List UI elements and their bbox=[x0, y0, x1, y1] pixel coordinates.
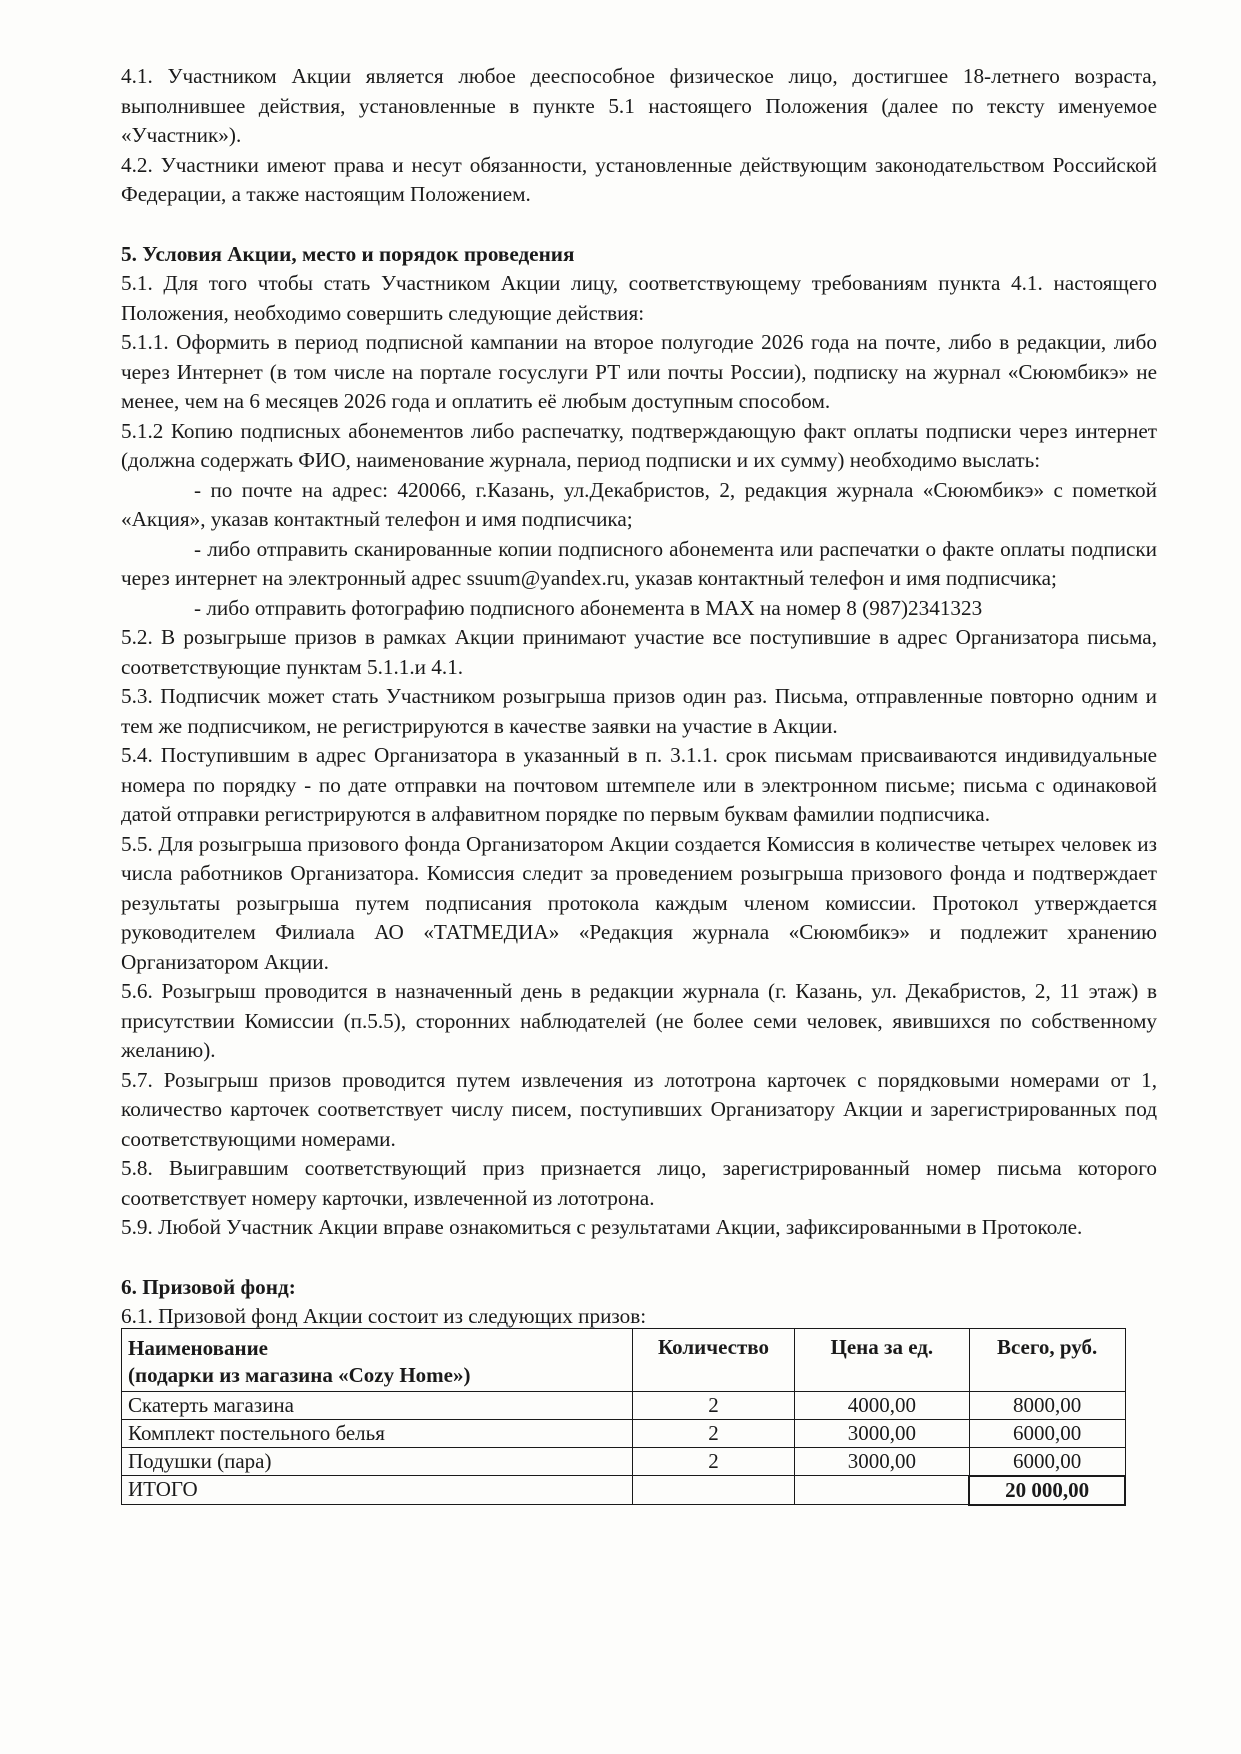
row-name: Подушки (пара) bbox=[122, 1447, 633, 1476]
table-total-row bbox=[122, 1476, 1126, 1505]
prize-table bbox=[121, 1328, 1126, 1506]
bullet-mail: - по почте на адрес: 420066, г.Казань, ул.Декабристов, 2, редакция журнала «Сююмбикэ» с пометкой «Акция», указав контактный телефон и имя подписчика; bbox=[121, 477, 1157, 531]
row-name: Скатерть магазина bbox=[122, 1391, 633, 1419]
row-total: 6000,00 bbox=[969, 1447, 1125, 1476]
clause-4-2: 4.2. Участники имеют права и несут обязанности, установленные действующим законодательством Российской Федерации, а также настоящим Положением. bbox=[121, 152, 1157, 206]
row-unit-price: 3000,00 bbox=[794, 1419, 969, 1447]
table-row bbox=[122, 1391, 1126, 1419]
clause-4-1: 4.1. Участником Акции является любое дееспособное физическое лицо, достигшее 18-летнего возраста, выполнившее действия, установленные в пункте 5.1 настоящего Положения (далее по тексту именуемое «Участник»). bbox=[121, 64, 1157, 147]
header-name-line2: (подарки из магазина «Cozy Home») bbox=[128, 1362, 471, 1387]
row-unit-price: 3000,00 bbox=[794, 1447, 969, 1476]
clause-5-6: 5.6. Розыгрыш проводится в назначенный день в редакции журнала (г. Казань, ул. Декабристов, 2, 11 этаж) в присутствии Комиссии (п.5.5), сторонних наблюдателей (не более семи человек, явившихся по собственному желанию). bbox=[121, 979, 1157, 1062]
bullet-max: - либо отправить фотографию подписного абонемента в MAX на номер 8 (987)2341323 bbox=[194, 595, 983, 620]
bullet-email: - либо отправить сканированные копии подписного абонемента или распечатки о факте оплаты подписки через интернет на электронный адрес ssuum@yandex.ru, указав контактный телефон и имя подписчика; bbox=[121, 536, 1157, 590]
clause-5-5: 5.5. Для розыгрыша призового фонда Организатором Акции создается Комиссия в количестве четырех человек из числа работников Организатора. Комиссия следит за проведением розыгрыша призового фонда и подтверждает результаты розыгрыша путем подписания протокола каждым членом комиссии. Протокол утверждается руководителем Филиала АО «ТАТМЕДИА» «Редакция журнала «Сююмбикэ» и подлежит хранению Организатором Акции. bbox=[121, 831, 1157, 974]
table-header-row bbox=[122, 1328, 1126, 1391]
grand-total: 20 000,00 bbox=[969, 1476, 1125, 1505]
spacer bbox=[121, 1243, 1157, 1273]
table-row bbox=[122, 1447, 1126, 1476]
row-quantity: 2 bbox=[633, 1447, 795, 1476]
row-quantity: 2 bbox=[633, 1391, 795, 1419]
clause-5-1-2: 5.1.2 Копию подписных абонементов либо распечатку, подтверждающую факт оплаты подписки через интернет (должна содержать ФИО, наименование журнала, период подписки и их сумму) необходимо выслать: bbox=[121, 418, 1157, 472]
section-5-heading: 5. Условия Акции, место и порядок проведения bbox=[121, 241, 575, 266]
clause-6-1: 6.1. Призовой фонд Акции состоит из следующих призов: bbox=[121, 1304, 647, 1328]
clause-5-7: 5.7. Розыгрыш призов проводится путем извлечения из лототрона карточек с порядковыми номерами от 1, количество карточек соответствует числу писем, поступивших Организатору Акции и зарегистрированных под соответствующими номерами. bbox=[121, 1067, 1157, 1151]
header-name bbox=[122, 1328, 633, 1391]
total-label: ИТОГО bbox=[122, 1476, 633, 1505]
clause-5-3: 5.3. Подписчик может стать Участником розыгрыша призов один раз. Письма, отправленные повторно одним и тем же подписчиком, не регистрируются в качестве заявки на участие в Акции. bbox=[121, 684, 1157, 738]
empty-cell bbox=[633, 1476, 795, 1505]
row-total: 8000,00 bbox=[969, 1391, 1125, 1419]
document-page bbox=[121, 62, 1157, 1506]
row-name: Комплект постельного белья bbox=[122, 1419, 633, 1447]
clause-5-2: 5.2. В розыгрыше призов в рамках Акции принимают участие все поступившие в адрес Организатора письма, соответствующие пунктам 5.1.1.и 4.1. bbox=[121, 625, 1157, 679]
row-unit-price: 4000,00 bbox=[794, 1391, 969, 1419]
header-name-line1: Наименование bbox=[128, 1335, 268, 1360]
empty-cell bbox=[794, 1476, 969, 1505]
clause-5-1: 5.1. Для того чтобы стать Участником Акции лицу, соответствующему требованиям пункта 4.1. настоящего Положения, необходимо совершить следующие действия: bbox=[121, 271, 1157, 325]
table-row bbox=[122, 1419, 1126, 1447]
header-quantity: Количество bbox=[633, 1328, 795, 1391]
clause-5-8: 5.8. Выигравшим соответствующий приз признается лицо, зарегистрированный номер письма которого соответствует номеру карточки, извлеченной из лототрона. bbox=[121, 1156, 1157, 1210]
header-total: Всего, руб. bbox=[969, 1328, 1125, 1391]
clause-5-4: 5.4. Поступившим в адрес Организатора в указанный в п. 3.1.1. срок письмам присваиваются индивидуальные номера по порядку - по дате отправки на почтовом штемпеле или в электронном письме; письма с одинаковой датой отправки регистрируются в алфавитном порядке по первым буквам фамилии подписчика. bbox=[121, 743, 1157, 826]
clause-5-9: 5.9. Любой Участник Акции вправе ознакомиться с результатами Акции, зафиксированными в Протоколе. bbox=[121, 1215, 1083, 1239]
spacer bbox=[121, 210, 1157, 240]
row-quantity: 2 bbox=[633, 1419, 795, 1447]
row-total: 6000,00 bbox=[969, 1419, 1125, 1447]
clause-5-1-1: 5.1.1. Оформить в период подписной кампании на второе полугодие 2026 года на почте, либо в редакции, либо через Интернет (в том числе на портале госуслуги РТ или почты России), подписку на журнал «Сююмбикэ» не менее, чем на 6 месяцев 2026 года и оплатить её любым доступным способом. bbox=[121, 330, 1157, 413]
header-unit-price: Цена за ед. bbox=[794, 1328, 969, 1391]
section-6-heading: 6. Призовой фонд: bbox=[121, 1274, 296, 1299]
